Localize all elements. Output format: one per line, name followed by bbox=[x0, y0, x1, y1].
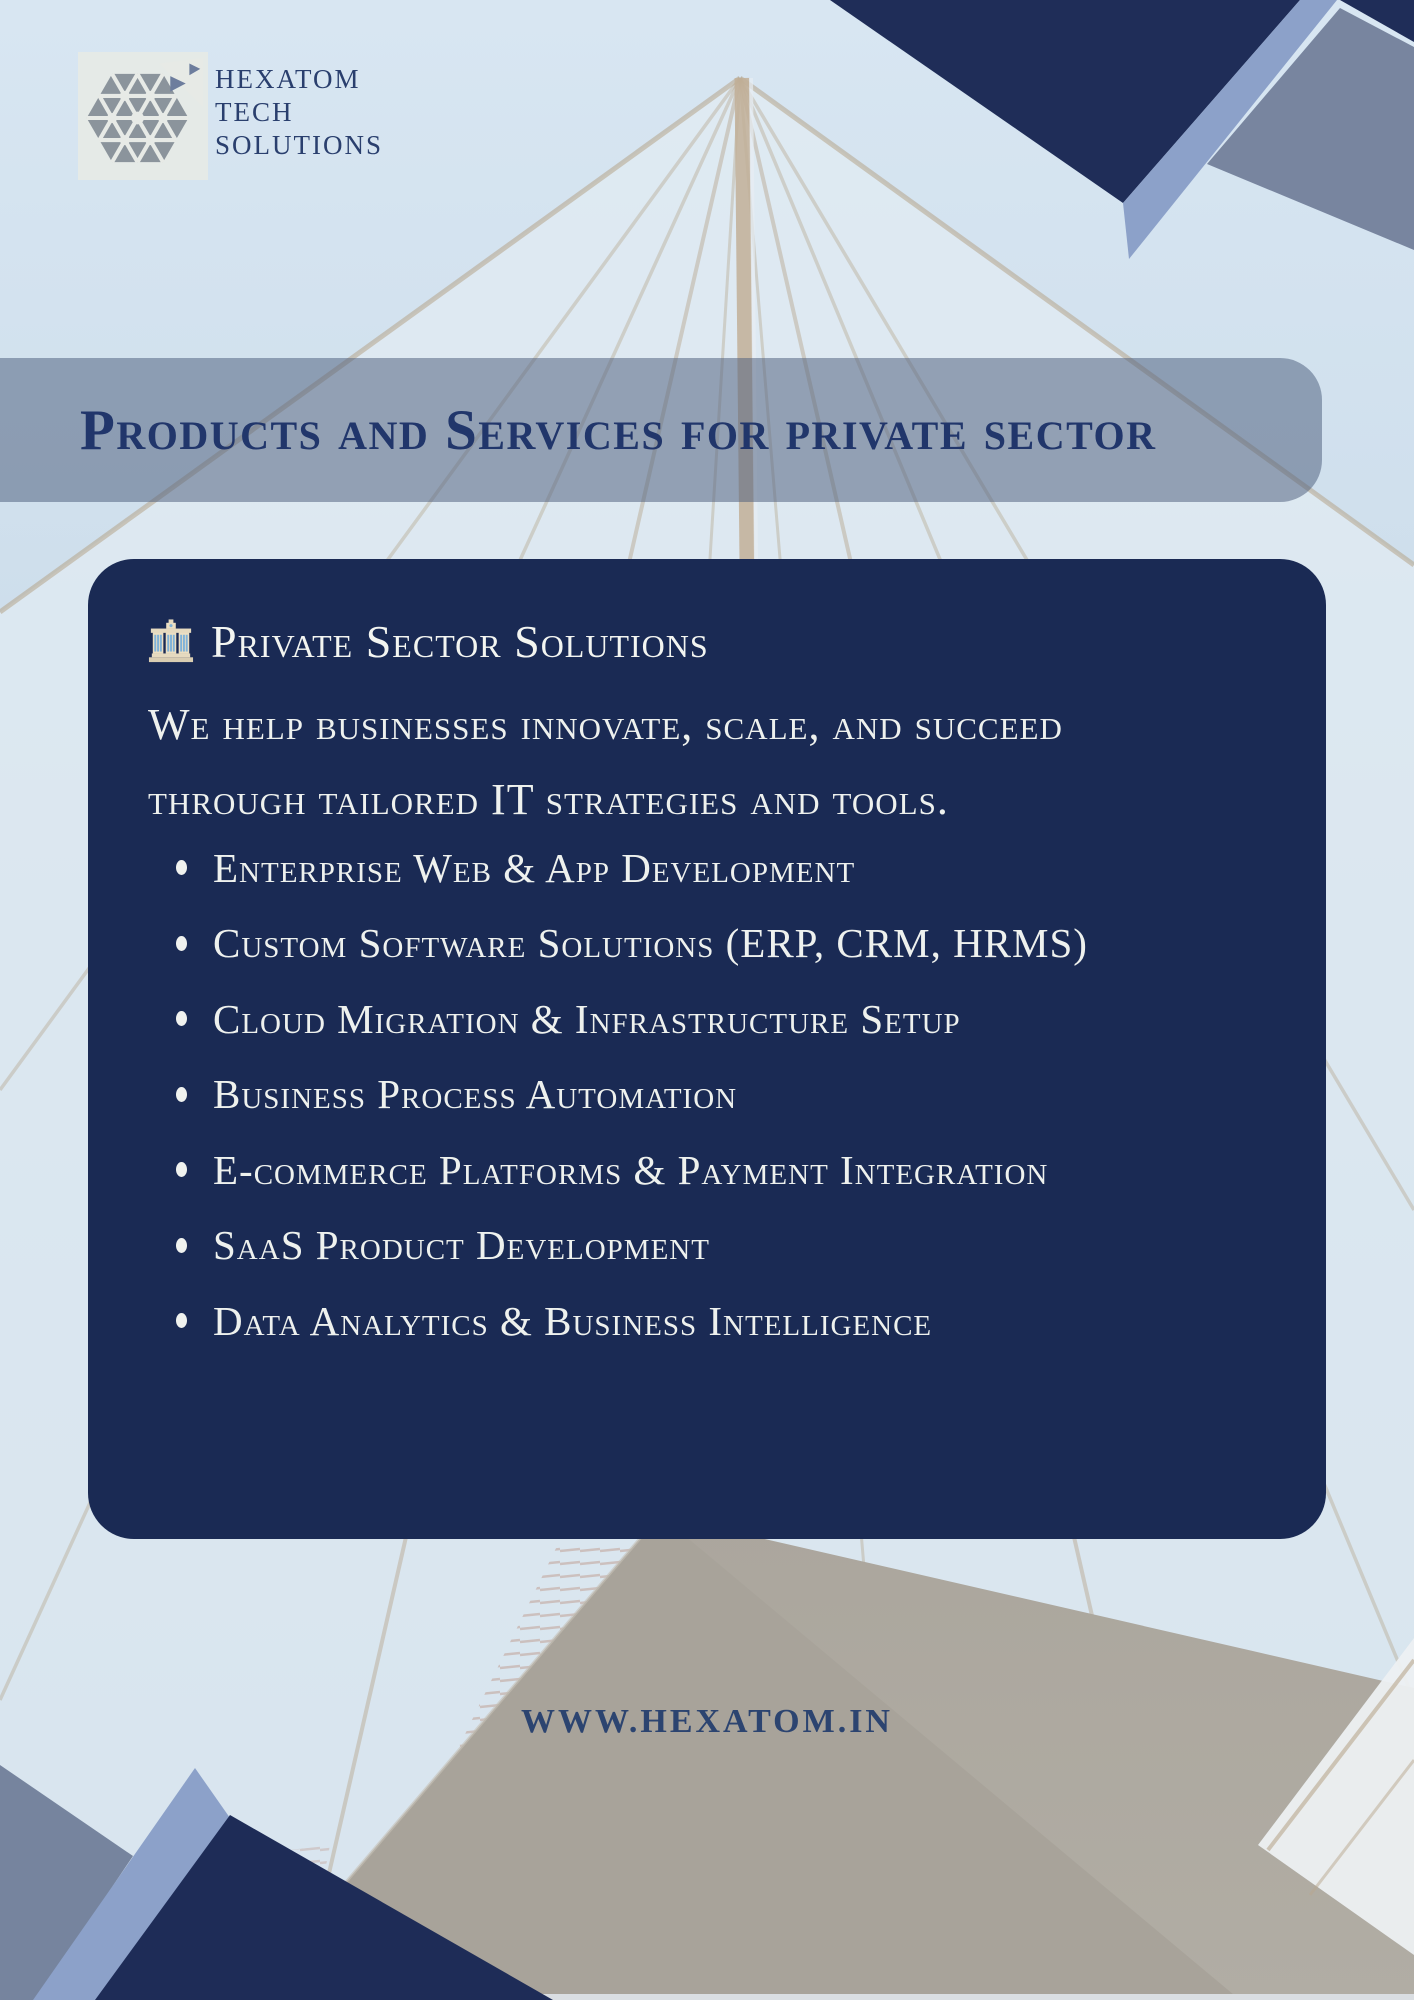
bullet-icon bbox=[176, 936, 187, 951]
services-list bbox=[88, 830, 1326, 1359]
bullet-icon bbox=[176, 1162, 187, 1177]
bullet-icon bbox=[176, 1313, 187, 1328]
card-intro-line: through tailored IT strategies and tools. bbox=[148, 775, 949, 824]
website-url: WWW.HEXATOM.IN bbox=[521, 1703, 893, 1740]
brand-name-line: SOLUTIONS bbox=[215, 130, 384, 160]
list-item bbox=[88, 906, 1326, 982]
service-label: SaaS Product Development bbox=[213, 1222, 710, 1269]
bullet-icon bbox=[176, 860, 187, 875]
service-label: E-commerce Platforms & Payment Integration bbox=[213, 1146, 1049, 1193]
brand-name bbox=[215, 63, 383, 162]
title-banner bbox=[0, 358, 1322, 502]
list-item bbox=[88, 1132, 1326, 1208]
private-sector-card bbox=[88, 559, 1326, 1539]
brand-name-line: HEXATOM bbox=[215, 64, 361, 94]
bank-icon bbox=[148, 618, 194, 664]
brand-name-line: TECH bbox=[215, 97, 294, 127]
card-heading-label: Private Sector Solutions bbox=[211, 615, 709, 667]
list-item bbox=[88, 1057, 1326, 1133]
bullet-icon bbox=[176, 1238, 187, 1253]
bullet-icon bbox=[176, 1087, 187, 1102]
card-intro-line: We help businesses innovate, scale, and succeed bbox=[148, 700, 1063, 749]
bullet-icon bbox=[176, 1011, 187, 1026]
service-label: Data Analytics & Business Intelligence bbox=[213, 1297, 933, 1344]
list-item bbox=[88, 830, 1326, 906]
service-label: Cloud Migration & Infrastructure Setup bbox=[213, 995, 961, 1042]
service-label: Custom Software Solutions (ERP, CRM, HRMS) bbox=[213, 920, 1088, 967]
service-label: Enterprise Web & App Development bbox=[213, 844, 856, 891]
hexatom-logo-icon bbox=[82, 58, 204, 178]
list-item bbox=[88, 981, 1326, 1057]
list-item bbox=[88, 1208, 1326, 1284]
list-item bbox=[88, 1283, 1326, 1359]
card-heading bbox=[148, 615, 709, 667]
service-label: Business Process Automation bbox=[213, 1071, 738, 1118]
page-title: Products and Services for private sector bbox=[80, 398, 1157, 462]
brand-logo bbox=[78, 52, 208, 180]
